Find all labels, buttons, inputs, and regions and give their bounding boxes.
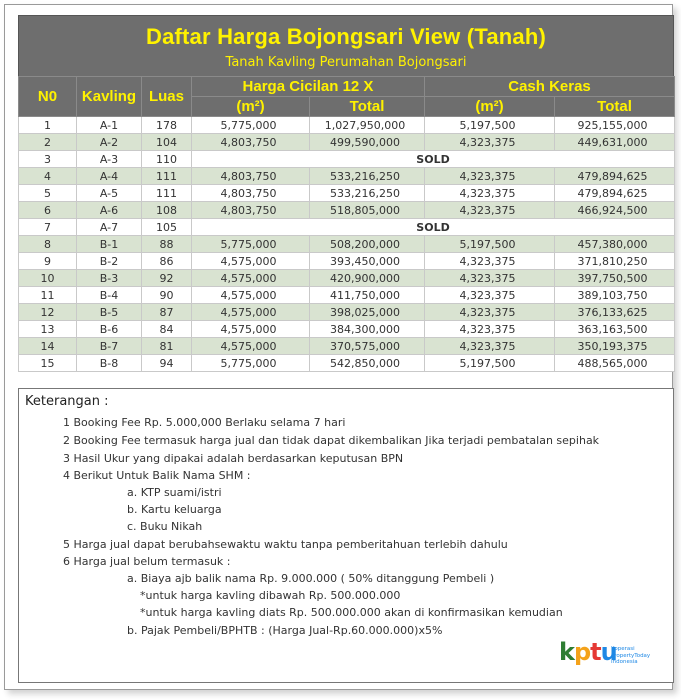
- header-cash-m2: (m²): [425, 97, 555, 117]
- table-row: [19, 219, 675, 236]
- table-row: [19, 151, 675, 168]
- logo-text: Koperasi PropertyToday Indonesia: [611, 646, 651, 665]
- cell-no: 7: [19, 219, 77, 236]
- cell-luas: 178: [142, 117, 192, 134]
- cell-cicilan-total: 533,216,250: [310, 168, 425, 185]
- header-cash-total: Total: [555, 97, 675, 117]
- cell-cash-total: 479,894,625: [555, 168, 675, 185]
- cell-cicilan-m2: 4,803,750: [192, 134, 310, 151]
- header-no: N0: [19, 77, 77, 117]
- cell-luas: 108: [142, 202, 192, 219]
- note-subline: a. Biaya ajb balik nama Rp. 9.000.000 ( 50% ditanggung Pembeli ): [127, 572, 495, 585]
- cell-cicilan-total: 370,575,000: [310, 338, 425, 355]
- cell-no: 1: [19, 117, 77, 134]
- title-banner: [18, 15, 674, 78]
- table-row: [19, 134, 675, 151]
- cell-cicilan-total: 420,900,000: [310, 270, 425, 287]
- header-luas: Luas: [142, 77, 192, 117]
- cell-kavling: B-6: [77, 321, 142, 338]
- cell-cash-m2: 5,197,500: [425, 236, 555, 253]
- cell-cash-total: 397,750,500: [555, 270, 675, 287]
- note-subline: c. Buku Nikah: [127, 520, 203, 533]
- cell-cash-m2: 4,323,375: [425, 321, 555, 338]
- cell-cash-total: 466,924,500: [555, 202, 675, 219]
- cell-kavling: A-3: [77, 151, 142, 168]
- cell-no: 4: [19, 168, 77, 185]
- cell-cicilan-total: 411,750,000: [310, 287, 425, 304]
- price-table: [18, 76, 675, 372]
- cell-luas: 111: [142, 168, 192, 185]
- cell-no: 12: [19, 304, 77, 321]
- table-row: [19, 202, 675, 219]
- note-detail: *untuk harga kavling dibawah Rp. 500.000.000: [140, 589, 401, 602]
- cell-no: 9: [19, 253, 77, 270]
- cell-cash-total: 457,380,000: [555, 236, 675, 253]
- cell-no: 15: [19, 355, 77, 372]
- cell-no: 13: [19, 321, 77, 338]
- cell-kavling: A-1: [77, 117, 142, 134]
- cell-luas: 90: [142, 287, 192, 304]
- cell-cicilan-total: 398,025,000: [310, 304, 425, 321]
- header-cash: Cash Keras: [425, 77, 675, 97]
- cell-cicilan-m2: 4,575,000: [192, 304, 310, 321]
- header-cicilan-m2: (m²): [192, 97, 310, 117]
- cell-luas: 110: [142, 151, 192, 168]
- note-line: 4 Berikut Untuk Balik Nama SHM :: [63, 469, 251, 482]
- page-subtitle: Tanah Kavling Perumahan Bojongsari: [225, 55, 467, 70]
- cell-cicilan-m2: 4,575,000: [192, 270, 310, 287]
- price-sheet: [4, 4, 673, 690]
- note-line: 3 Hasil Ukur yang dipakai adalah berdasarkan keputusan BPN: [63, 452, 404, 465]
- notes-box: [18, 388, 674, 683]
- cell-cash-m2: 5,197,500: [425, 117, 555, 134]
- cell-cash-total: 479,894,625: [555, 185, 675, 202]
- page-title: Daftar Harga Bojongsari View (Tanah): [145, 24, 547, 49]
- cell-kavling: B-1: [77, 236, 142, 253]
- cell-cicilan-m2: 4,803,750: [192, 168, 310, 185]
- sold-label: SOLD: [192, 219, 675, 236]
- table-row: [19, 287, 675, 304]
- table-row: [19, 304, 675, 321]
- header-kavling: Kavling: [77, 77, 142, 117]
- cell-cash-m2: 4,323,375: [425, 185, 555, 202]
- cell-cash-m2: 4,323,375: [425, 168, 555, 185]
- cell-cicilan-m2: 5,775,000: [192, 117, 310, 134]
- cell-kavling: B-2: [77, 253, 142, 270]
- cell-cicilan-m2: 4,803,750: [192, 202, 310, 219]
- cell-cash-m2: 4,323,375: [425, 304, 555, 321]
- cell-cash-total: 488,565,000: [555, 355, 675, 372]
- cell-no: 10: [19, 270, 77, 287]
- table-row: [19, 253, 675, 270]
- table-row: [19, 236, 675, 253]
- cell-luas: 94: [142, 355, 192, 372]
- cell-cicilan-m2: 4,575,000: [192, 338, 310, 355]
- table-row: [19, 117, 675, 134]
- cell-no: 5: [19, 185, 77, 202]
- cell-luas: 84: [142, 321, 192, 338]
- note-line: 5 Harga jual dapat berubahsewaktu waktu tanpa pemberitahuan terlebih dahulu: [63, 538, 508, 551]
- cell-cicilan-total: 393,450,000: [310, 253, 425, 270]
- cell-luas: 111: [142, 185, 192, 202]
- cell-luas: 88: [142, 236, 192, 253]
- cell-cicilan-m2: 4,575,000: [192, 253, 310, 270]
- cell-cicilan-total: 1,027,950,000: [310, 117, 425, 134]
- cell-kavling: B-3: [77, 270, 142, 287]
- note-subline: a. KTP suami/istri: [127, 486, 222, 499]
- note-line: 1 Booking Fee Rp. 5.000,000 Berlaku selama 7 hari: [63, 416, 346, 429]
- cell-cash-m2: 4,323,375: [425, 338, 555, 355]
- cell-no: 8: [19, 236, 77, 253]
- kpti-logo: [559, 640, 669, 670]
- cell-no: 14: [19, 338, 77, 355]
- header-cicilan: Harga Cicilan 12 X: [192, 77, 425, 97]
- cell-kavling: A-7: [77, 219, 142, 236]
- logo-mark: kptu: [559, 638, 617, 666]
- cell-luas: 92: [142, 270, 192, 287]
- cell-kavling: B-7: [77, 338, 142, 355]
- cell-cicilan-total: 533,216,250: [310, 185, 425, 202]
- table-row: [19, 185, 675, 202]
- cell-cicilan-m2: 4,803,750: [192, 185, 310, 202]
- cell-cash-total: 363,163,500: [555, 321, 675, 338]
- cell-luas: 81: [142, 338, 192, 355]
- cell-luas: 86: [142, 253, 192, 270]
- cell-cash-m2: 4,323,375: [425, 270, 555, 287]
- cell-luas: 104: [142, 134, 192, 151]
- note-line: 2 Booking Fee termasuk harga jual dan tidak dapat dikembalikan Jika terjadi pembatalan sepihak: [63, 434, 600, 447]
- table-row: [19, 168, 675, 185]
- table-row: [19, 355, 675, 372]
- cell-cicilan-m2: 4,575,000: [192, 321, 310, 338]
- cell-cicilan-total: 384,300,000: [310, 321, 425, 338]
- note-subline: b. Kartu keluarga: [127, 503, 222, 516]
- note-line: 6 Harga jual belum termasuk :: [63, 555, 231, 568]
- cell-no: 3: [19, 151, 77, 168]
- price-table-body: [19, 117, 675, 372]
- sold-label: SOLD: [192, 151, 675, 168]
- cell-kavling: A-4: [77, 168, 142, 185]
- cell-cash-m2: 5,197,500: [425, 355, 555, 372]
- cell-cicilan-total: 508,200,000: [310, 236, 425, 253]
- cell-cicilan-m2: 4,575,000: [192, 287, 310, 304]
- cell-kavling: A-5: [77, 185, 142, 202]
- cell-cash-m2: 4,323,375: [425, 134, 555, 151]
- cell-kavling: B-5: [77, 304, 142, 321]
- cell-luas: 87: [142, 304, 192, 321]
- table-row: [19, 338, 675, 355]
- note-detail: *untuk harga kavling diats Rp. 500.000.000 akan di konfirmasikan kemudian: [140, 606, 563, 619]
- cell-cash-total: 371,810,250: [555, 253, 675, 270]
- table-row: [19, 321, 675, 338]
- cell-cash-total: 350,193,375: [555, 338, 675, 355]
- cell-cash-total: 449,631,000: [555, 134, 675, 151]
- cell-cicilan-m2: 5,775,000: [192, 236, 310, 253]
- cell-cash-total: 389,103,750: [555, 287, 675, 304]
- cell-kavling: B-4: [77, 287, 142, 304]
- cell-cicilan-m2: 5,775,000: [192, 355, 310, 372]
- cell-cash-total: 376,133,625: [555, 304, 675, 321]
- header-cicilan-total: Total: [310, 97, 425, 117]
- cell-cash-m2: 4,323,375: [425, 287, 555, 304]
- cell-cash-m2: 4,323,375: [425, 253, 555, 270]
- note-subline: b. Pajak Pembeli/BPHTB : (Harga Jual-Rp.60.000.000)x5%: [127, 624, 443, 637]
- notes-title: Keterangan :: [25, 394, 109, 409]
- cell-cicilan-total: 542,850,000: [310, 355, 425, 372]
- cell-no: 11: [19, 287, 77, 304]
- cell-cash-m2: 4,323,375: [425, 202, 555, 219]
- cell-kavling: A-2: [77, 134, 142, 151]
- cell-kavling: B-8: [77, 355, 142, 372]
- cell-cicilan-total: 518,805,000: [310, 202, 425, 219]
- cell-no: 6: [19, 202, 77, 219]
- cell-kavling: A-6: [77, 202, 142, 219]
- cell-no: 2: [19, 134, 77, 151]
- table-row: [19, 270, 675, 287]
- cell-cicilan-total: 499,590,000: [310, 134, 425, 151]
- cell-cash-total: 925,155,000: [555, 117, 675, 134]
- cell-luas: 105: [142, 219, 192, 236]
